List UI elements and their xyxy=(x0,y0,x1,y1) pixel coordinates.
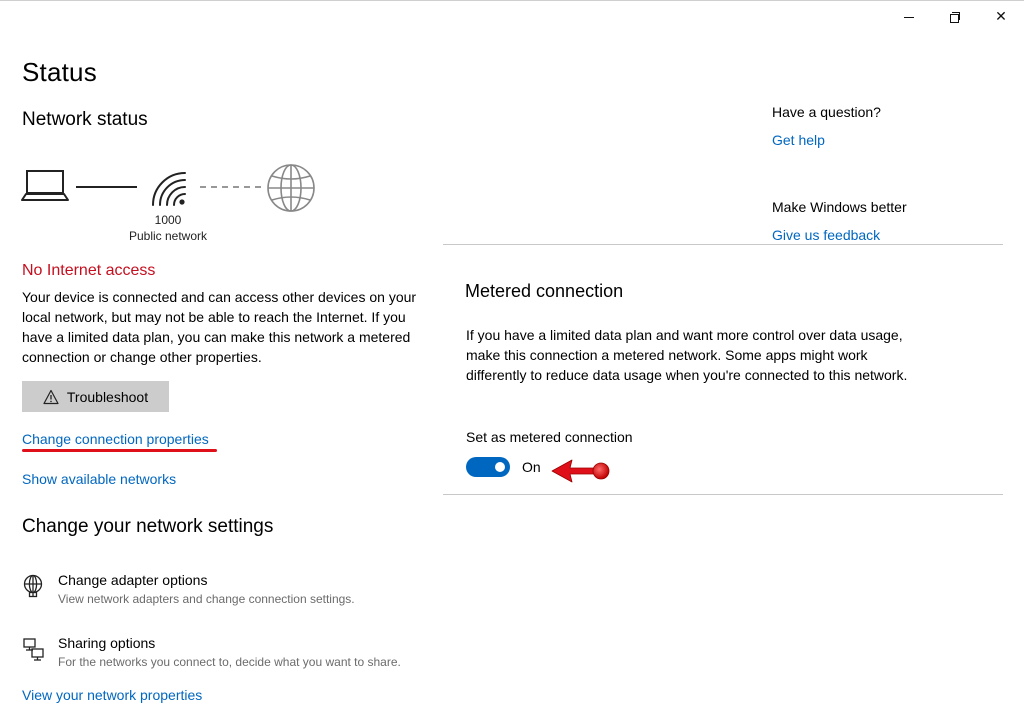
network-caption xyxy=(108,212,228,244)
question-heading: Have a question? xyxy=(772,104,881,120)
restore-icon xyxy=(950,12,960,22)
troubleshoot-label: Troubleshoot xyxy=(66,388,149,405)
network-diagram xyxy=(20,159,330,249)
metered-connection-description: If you have a limited data plan and want more control over data usage, make this connection a metered network. Some apps might work differently to reduce data usage when you're connected to this network. xyxy=(466,327,908,383)
adapter-globe-icon xyxy=(22,574,46,598)
feedback-heading: Make Windows better xyxy=(772,199,907,215)
get-help-link[interactable]: Get help xyxy=(772,132,825,148)
give-feedback-link[interactable]: Give us feedback xyxy=(772,227,881,243)
change-settings-heading: Change your network settings xyxy=(22,516,274,537)
title-bar-controls xyxy=(886,1,1024,33)
view-network-properties-link[interactable]: View your network properties xyxy=(22,687,203,703)
minimize-icon xyxy=(904,17,914,18)
show-available-networks-link[interactable]: Show available networks xyxy=(22,471,177,487)
change-adapter-options-item[interactable] xyxy=(22,572,442,612)
metered-toggle-state: On xyxy=(522,459,541,475)
sharing-options-item[interactable] xyxy=(22,635,442,675)
restore-button[interactable] xyxy=(932,1,978,33)
sharing-options-subtitle: For the networks you connect to, decide what you want to share. xyxy=(58,655,401,669)
close-icon: ✕ xyxy=(995,9,1007,25)
laptop-icon xyxy=(22,171,68,200)
divider-top xyxy=(443,244,1003,245)
no-internet-status: No Internet access xyxy=(22,262,156,279)
metered-toggle[interactable] xyxy=(466,457,510,477)
sharing-options-title: Sharing options xyxy=(58,635,156,651)
metered-toggle-label: Set as metered connection xyxy=(466,429,633,445)
annotation-underline xyxy=(22,449,217,452)
minimize-button[interactable] xyxy=(886,1,932,33)
close-button[interactable] xyxy=(978,1,1024,33)
toggle-knob xyxy=(495,462,505,472)
change-adapter-options-title: Change adapter options xyxy=(58,572,208,588)
status-description: Your device is connected and can access other devices on your local network, but may not be able to reach the Internet. If you have a limited data plan, you can make this network a metered connection or change other properties. xyxy=(22,289,417,365)
change-connection-properties-link[interactable]: Change connection properties xyxy=(22,431,209,447)
metered-connection-heading: Metered connection xyxy=(465,281,624,301)
page-title: Status xyxy=(22,57,97,87)
divider-bottom xyxy=(443,494,1003,495)
network-type-label: Public network xyxy=(128,229,208,243)
annotation-arrow-icon xyxy=(548,453,618,489)
sharing-icon xyxy=(22,637,46,661)
network-status-heading: Network status xyxy=(22,109,148,130)
adapter-speed-label: 1000 xyxy=(154,213,182,227)
globe-icon xyxy=(268,165,314,211)
warning-icon xyxy=(43,389,59,405)
troubleshoot-button[interactable] xyxy=(22,381,169,412)
wifi-icon xyxy=(153,173,185,205)
change-adapter-options-subtitle: View network adapters and change connection settings. xyxy=(58,592,355,606)
